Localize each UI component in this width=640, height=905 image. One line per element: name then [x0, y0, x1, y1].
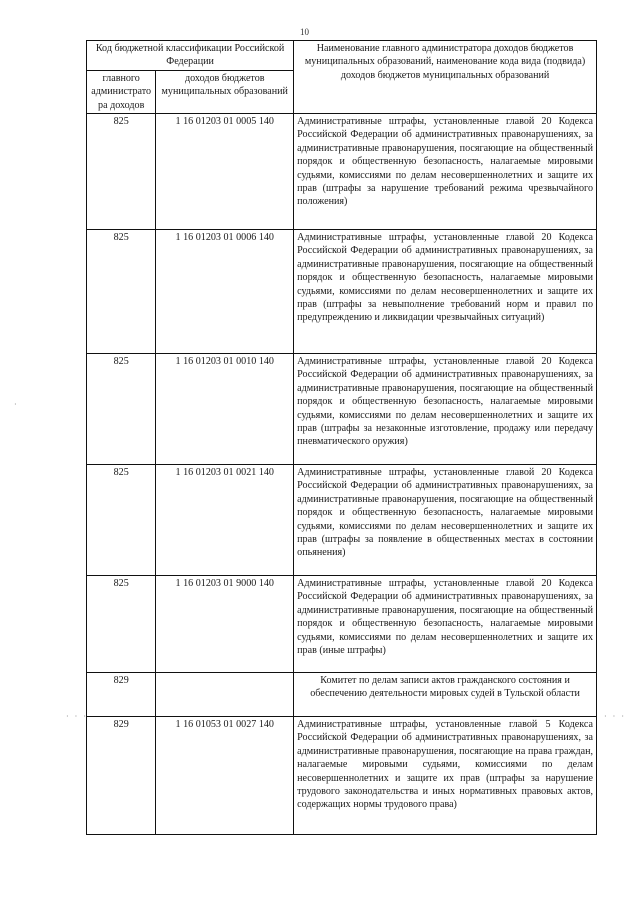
income-code-cell: 1 16 01203 01 0021 140	[156, 465, 294, 576]
scan-speck: ·	[14, 400, 19, 409]
admin-code-cell: 829	[87, 673, 156, 717]
table-header-row	[87, 41, 597, 71]
table-row	[87, 230, 597, 354]
admin-code-cell: 825	[87, 354, 156, 465]
table-row	[87, 114, 597, 230]
scan-speck: · · ·	[604, 712, 626, 721]
page-number: 10	[300, 27, 309, 37]
table-row	[87, 354, 597, 465]
income-code-cell: 1 16 01203 01 0005 140	[156, 114, 294, 230]
description-cell: Административные штрафы, установленные главой 20 Кодекса Российской Федерации об административных правонарушениях, за административные правонарушения, посягающие на общественный порядок и общественную безопасность, налагаемые мировыми судьями, комиссиями по делам несовершеннолетних и защите их прав (штрафы за невыполнение требований норм и правил по предупреждению и ликвидации чрезвычайных ситуаций)	[294, 230, 597, 354]
scan-speck: · · ·	[66, 712, 88, 721]
income-code-cell	[156, 673, 294, 717]
admin-code-cell: 825	[87, 576, 156, 673]
administrator-name-cell: Комитет по делам записи актов гражданского состояния и обеспечению деятельности мировых судей в Тульской области	[294, 673, 597, 717]
income-code-cell: 1 16 01203 01 9000 140	[156, 576, 294, 673]
income-code-cell: 1 16 01053 01 0027 140	[156, 717, 294, 835]
header-admin-column: главного администрато ра доходов	[87, 70, 156, 113]
income-code-cell: 1 16 01203 01 0006 140	[156, 230, 294, 354]
admin-code-cell: 825	[87, 230, 156, 354]
income-code-cell: 1 16 01203 01 0010 140	[156, 354, 294, 465]
admin-code-cell: 825	[87, 114, 156, 230]
header-name-column: Наименование главного администратора доходов бюджетов муниципальных образований, наименование кода вида (подвида) доходов бюджетов муниципальных образований	[294, 41, 597, 114]
admin-code-cell: 829	[87, 717, 156, 835]
description-cell: Административные штрафы, установленные главой 20 Кодекса Российской Федерации об административных правонарушениях, за административные правонарушения, посягающие на общественный порядок и общественную безопасность, налагаемые мировыми судьями, комиссиями по делам несовершеннолетних и защите их прав (штрафы за незаконные изготовление, продажу или передачу пневматического оружия)	[294, 354, 597, 465]
table-row	[87, 673, 597, 717]
description-cell: Административные штрафы, установленные главой 20 Кодекса Российской Федерации об административных правонарушениях, за административные правонарушения, посягающие на общественный порядок и общественную безопасность, налагаемые мировыми судьями, комиссиями по делам несовершеннолетних и защите их прав (штрафы за нарушение требований режима чрезвычайного положения)	[294, 114, 597, 230]
description-cell: Административные штрафы, установленные главой 20 Кодекса Российской Федерации об административных правонарушениях, за административные правонарушения, посягающие на общественный порядок и общественную безопасность, налагаемые мировыми судьями, комиссиями по делам несовершеннолетних и защите их прав (штрафы за появление в общественных местах в состоянии опьянения)	[294, 465, 597, 576]
table-row	[87, 717, 597, 835]
budget-classification-table	[86, 40, 597, 835]
header-income-column: доходов бюджетов муниципальных образований	[156, 70, 294, 113]
admin-code-cell: 825	[87, 465, 156, 576]
description-cell: Административные штрафы, установленные главой 5 Кодекса Российской Федерации об административных правонарушениях, за административные правонарушения, посягающие на права граждан, налагаемые мировыми судьями, комиссиями по делам несовершеннолетних и защите их прав (штрафы за нарушение трудового законодательства и иных нормативных правовых актов, содержащих нормы трудового права)	[294, 717, 597, 835]
description-cell: Административные штрафы, установленные главой 20 Кодекса Российской Федерации об административных правонарушениях, за административные правонарушения, посягающие на общественный порядок и общественную безопасность, налагаемые мировыми судьями, комиссиями по делам несовершеннолетних и защите их прав (иные штрафы)	[294, 576, 597, 673]
header-group-label: Код бюджетной классификации Российской Федерации	[87, 41, 294, 71]
table-row	[87, 465, 597, 576]
table-row	[87, 576, 597, 673]
